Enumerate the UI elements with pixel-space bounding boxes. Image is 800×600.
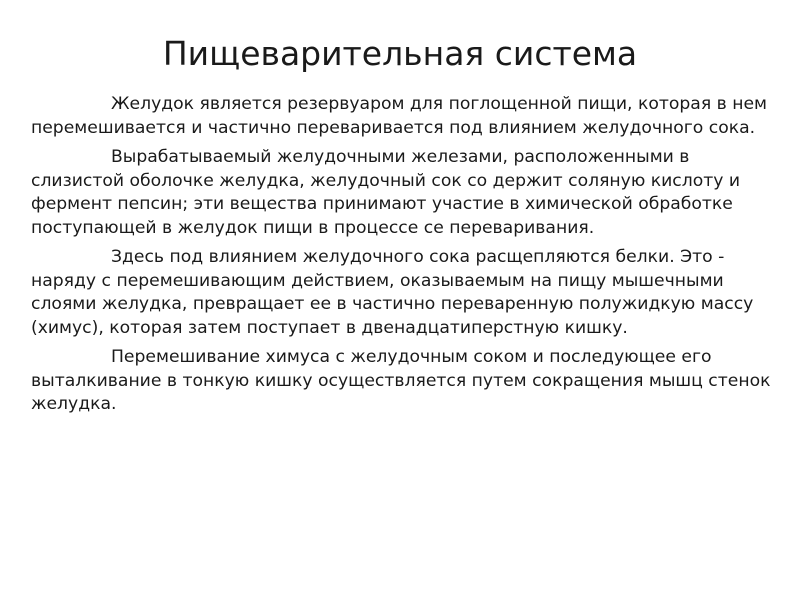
slide-body [31, 93, 771, 423]
paragraph-gastric-juice: Вырабатываемый желудочными железами, расположенными в слизистой оболочке желудка, желудочный сок со держит соляную кислоту и фермент пепсин; эти вещества принимают участие в химической обработке поступающей в желудок пищи в процессе се переваривания. [31, 147, 741, 238]
paragraph-protein-digestion: Здесь под влиянием желудочного сока расщепляются белки. Это - наряду с перемешивающим действием, оказываемым на пищу мышечными слоями желудка, превращает ее в частично переваренную полужидкую массу (химус), которая затем поступает в двенадцатиперстную кишку. [31, 247, 754, 338]
paragraph-chyme-expulsion: Перемешивание химуса с желудочным соком и последующее его выталкивание в тонкую кишку осуществляется путем сокращения мышц стенок желудка. [31, 347, 771, 414]
paragraph-stomach-reservoir: Желудок является резервуаром для поглощенной пищи, которая в нем перемешивается и частично переваривается под влиянием желудочного сока. [31, 94, 767, 138]
slide-title: Пищеварительная система [162, 34, 638, 73]
